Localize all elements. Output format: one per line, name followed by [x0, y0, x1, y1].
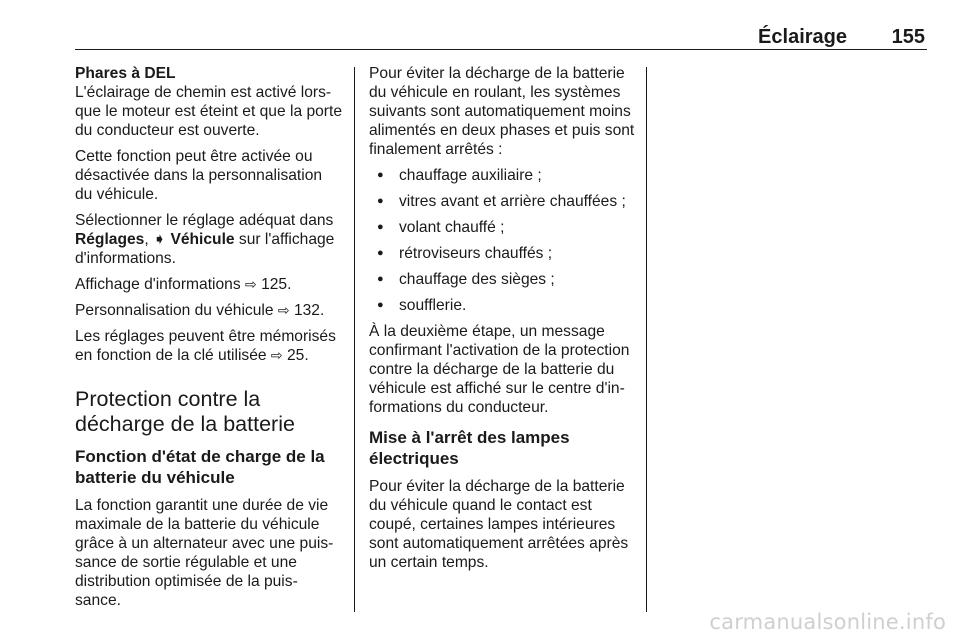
column-divider-right	[646, 67, 647, 612]
list-item: ● chauffage des sièges ;	[369, 270, 635, 289]
paragraph: Pour éviter la décharge de la batterie du véhicule en roulant, les systèmes suivants sont automatiquement moins alimentés en deux phases et puis sont finalement arrêtés :	[369, 65, 635, 158]
right-column	[369, 64, 635, 579]
page-arrow-icon: ⇨	[245, 276, 257, 292]
list-item: ● soufflerie.	[369, 296, 635, 315]
paragraph: Pour éviter la décharge de la batterie du véhicule quand le contact est coupé, certaines lampes intérieures sont automatiquement arrêtées après un certain temps.	[369, 478, 629, 571]
text-span: ,	[144, 231, 154, 248]
reference-page: 125.	[261, 276, 292, 293]
cross-reference	[75, 275, 343, 294]
list-item: ● vitres avant et arrière chauffées ;	[369, 192, 635, 211]
page-arrow-icon: ⇨	[277, 302, 290, 318]
watermark: carmanualsonline.info	[709, 610, 946, 634]
paragraph: L'éclairage de chemin est activé lors-que le moteur est éteint et que la porte du conducteur est ouverte.	[75, 84, 342, 139]
list-item: ● rétroviseurs chauffés ;	[369, 244, 635, 263]
page-arrow-icon: ⇨	[270, 347, 283, 363]
column-divider-left	[354, 67, 355, 612]
paragraph	[75, 327, 343, 365]
reference-page: 132.	[293, 302, 325, 319]
left-column	[75, 64, 343, 617]
page-number: 155	[891, 26, 925, 48]
header-rule	[75, 49, 927, 50]
menu-reglages: Réglages	[75, 231, 145, 248]
subsection-heading: Mise à l'arrêt des lampes électriques	[369, 428, 570, 468]
cross-reference	[75, 301, 343, 320]
text-span: Personnalisation du véhicule	[75, 302, 278, 319]
section-heading: Protection contre la décharge de la batterie	[75, 387, 295, 436]
reference-page: 25.	[287, 347, 309, 364]
subsection-heading: Fonction d'état de charge de la batterie du véhicule	[75, 447, 325, 487]
paragraph: Cette fonction peut être activée ou désactivée dans la personnalisation du véhicule.	[75, 148, 323, 203]
text-span: Véhicule	[170, 231, 235, 248]
menu-vehicule	[153, 231, 235, 248]
page-header	[75, 26, 927, 48]
list-item: ● volant chauffé ;	[369, 218, 635, 237]
text-span: sur l'affichage d'informations.	[75, 231, 335, 267]
paragraph	[75, 211, 343, 268]
text-span: Les réglages peuvent être mémorisés en fonction de la clé utilisée	[75, 328, 336, 364]
bullet-list	[369, 166, 635, 315]
paragraph: La fonction garantit une durée de vie maximale de la batterie du véhicule grâce à un alternateur avec une puis-sance de sortie régulable et une distribution optimisée de la puis-sance.	[75, 497, 334, 609]
led-heading: Phares à DEL	[75, 65, 176, 82]
text-span: Affichage d'informations	[75, 276, 245, 293]
text-span: Sélectionner le réglage adéquat dans	[75, 212, 334, 229]
menu-chevron-icon: ➧	[153, 231, 167, 248]
section-title: Éclairage	[758, 26, 847, 48]
paragraph: À la deuxième étape, un message confirmant l'activation de la protection contre la décharge de la batterie du véhicule est affiché sur le centre d'in-formations du conducteur.	[369, 323, 630, 416]
list-item: ● chauffage auxiliaire ;	[369, 166, 635, 185]
